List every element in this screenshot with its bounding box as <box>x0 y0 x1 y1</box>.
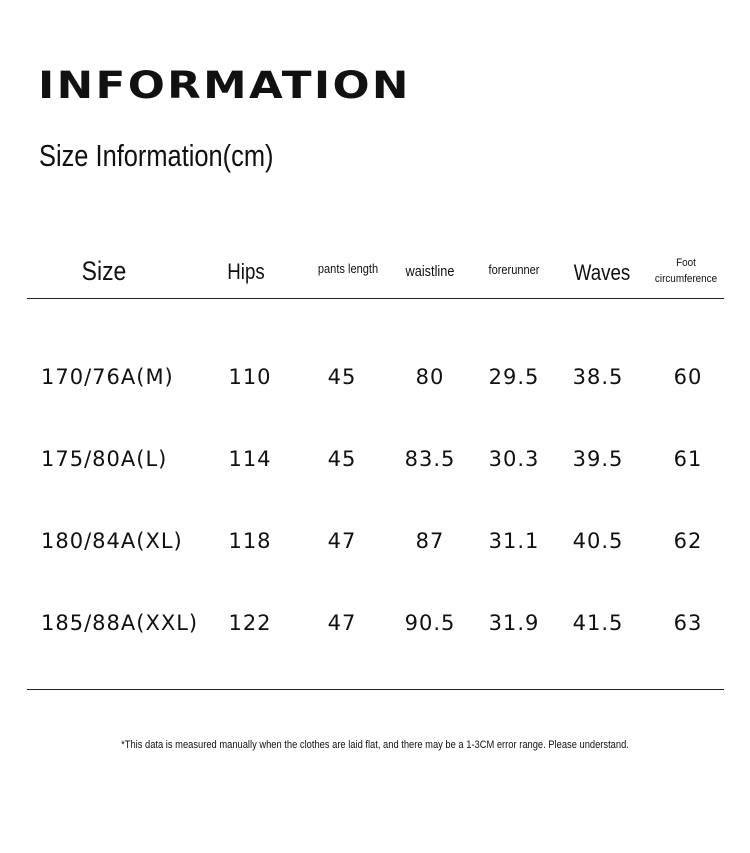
table-bottom-divider <box>27 689 724 690</box>
column-header-waves: Waves <box>573 260 631 285</box>
cell-waves: 41.5 <box>572 611 624 635</box>
cell-hips: 114 <box>228 447 272 471</box>
cell-waves: 39.5 <box>572 447 624 471</box>
cell-foot-circumference: 60 <box>673 365 703 389</box>
cell-hips: 122 <box>228 611 272 635</box>
cell-waistline: 80 <box>415 365 445 389</box>
table-row <box>0 447 750 477</box>
page-title: INFORMATION <box>38 64 411 107</box>
cell-size: 180/84A(XL) <box>41 529 183 553</box>
cell-size: 170/76A(M) <box>41 365 174 389</box>
cell-size: 175/80A(L) <box>41 447 168 471</box>
cell-pants-length: 47 <box>327 529 357 553</box>
table-row <box>0 529 750 559</box>
cell-pants-length: 45 <box>327 365 357 389</box>
cell-waistline: 90.5 <box>404 611 456 635</box>
column-header-size: Size <box>81 256 127 286</box>
column-header-foot-line2: circumference <box>654 272 718 285</box>
cell-forerunner: 31.9 <box>488 611 540 635</box>
header-divider <box>27 298 724 299</box>
column-header-foot-line1: Foot <box>676 257 696 269</box>
footnote: *This data is measured manually when the clothes are laid flat, and there may be a 1-3CM error range. Please understand. <box>121 739 629 751</box>
cell-waves: 38.5 <box>572 365 624 389</box>
cell-foot-circumference: 63 <box>673 611 703 635</box>
cell-foot-circumference: 62 <box>673 529 703 553</box>
cell-forerunner: 30.3 <box>488 447 540 471</box>
column-header-hips: Hips <box>227 259 265 284</box>
column-header-foot-circumference <box>655 257 717 285</box>
cell-forerunner: 29.5 <box>488 365 540 389</box>
cell-hips: 118 <box>228 529 272 553</box>
cell-size: 185/88A(XXL) <box>41 611 199 635</box>
cell-waves: 40.5 <box>572 529 624 553</box>
cell-hips: 110 <box>228 365 272 389</box>
cell-forerunner: 31.1 <box>488 529 540 553</box>
cell-waistline: 83.5 <box>404 447 456 471</box>
table-row <box>0 611 750 641</box>
cell-waistline: 87 <box>415 529 445 553</box>
cell-pants-length: 45 <box>327 447 357 471</box>
column-header-forerunner: forerunner <box>488 262 540 277</box>
column-header-waistline: waistline <box>405 263 455 280</box>
cell-pants-length: 47 <box>327 611 357 635</box>
cell-foot-circumference: 61 <box>673 447 703 471</box>
table-row <box>0 365 750 395</box>
column-header-pants-length: pants length <box>317 261 379 276</box>
page-subtitle: Size Information(cm) <box>39 138 274 173</box>
